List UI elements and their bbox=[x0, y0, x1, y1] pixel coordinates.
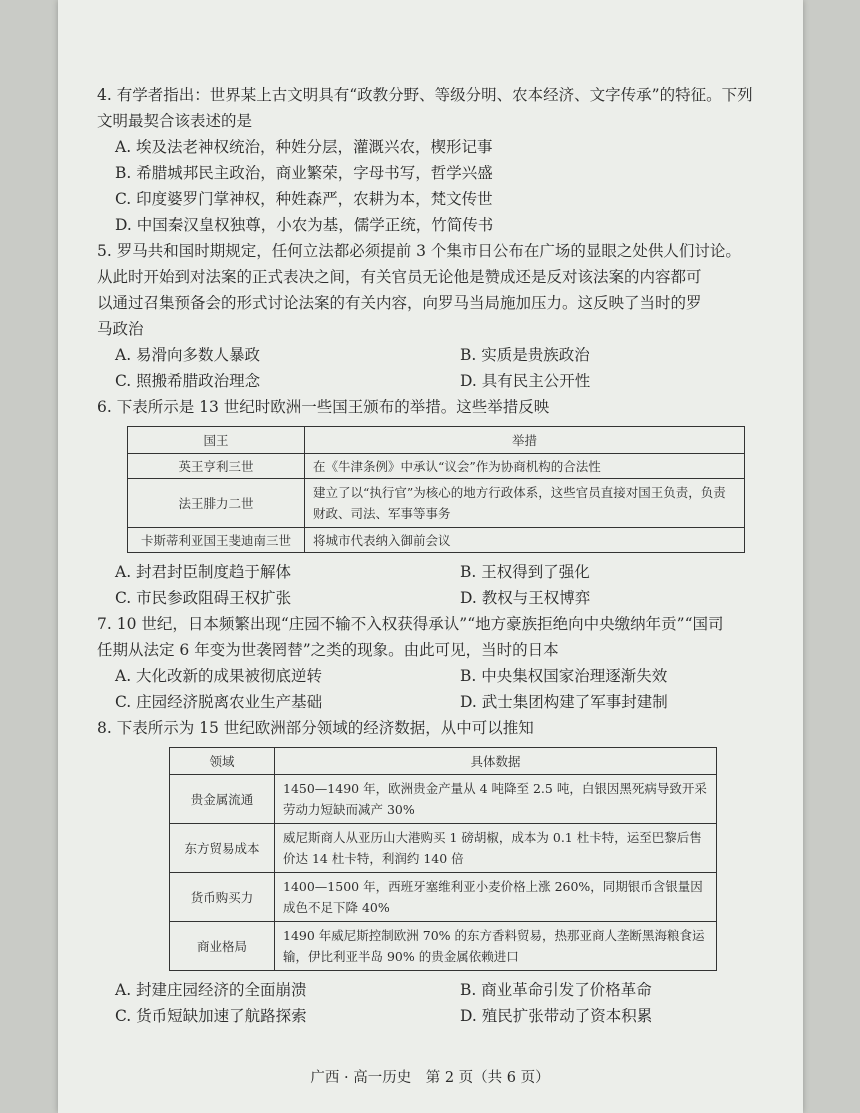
option-c: C. 货币短缺加速了航路探索 bbox=[115, 1007, 307, 1025]
table-header-row bbox=[170, 748, 717, 775]
option-b: B. 商业革命引发了价格革命 bbox=[460, 981, 652, 999]
exam-content bbox=[97, 82, 777, 1029]
table-row bbox=[170, 922, 717, 971]
options-row bbox=[97, 559, 777, 585]
table-cell-measure: 在《牛津条例》中承认“议会”作为协商机构的合法性 bbox=[305, 454, 745, 479]
option-b: B. 中央集权国家治理逐渐失效 bbox=[460, 667, 668, 685]
question-stem-line: 任期从法定 6 年变为世袭罔替”之类的现象。由此可见，当时的日本 bbox=[97, 641, 559, 659]
question-stem-line: 4. 有学者指出：世界某上古文明具有“政教分野、等级分明、农本经济、文字传承”的特征。下列 bbox=[97, 86, 753, 104]
question-stem-line: 以通过召集预备会的形式讨论法案的有关内容，向罗马当局施加压力。这反映了当时的罗 bbox=[97, 294, 702, 312]
question-stem-line: 8. 下表所示为 15 世纪欧洲部分领域的经济数据，从中可以推知 bbox=[97, 719, 534, 737]
option-d: D. 中国秦汉皇权独尊，小农为基，儒学正统，竹简传书 bbox=[115, 216, 494, 234]
question-5 bbox=[97, 238, 777, 394]
option-a: A. 埃及法老神权统治，种姓分层，灌溉兴农，楔形记事 bbox=[115, 138, 493, 156]
question-stem-line: 7. 10 世纪，日本频繁出现“庄园不输不入权获得承认”“地方豪族拒绝向中央缴纳年贡”“国司 bbox=[97, 615, 724, 633]
table-cell-king: 法王腓力二世 bbox=[128, 479, 305, 528]
options-row bbox=[97, 585, 777, 611]
options-row bbox=[97, 663, 777, 689]
table-cell-measure: 将城市代表纳入御前会议 bbox=[305, 528, 745, 553]
table-cell-data: 1450—1490 年，欧洲贵金产量从 4 吨降至 2.5 吨，白银因黑死病导致开采劳动力短缺而减产 30% bbox=[275, 775, 717, 824]
option-b: B. 王权得到了强化 bbox=[460, 563, 590, 581]
options-row bbox=[97, 342, 777, 368]
option-c: C. 照搬希腊政治理念 bbox=[115, 372, 261, 390]
question-stem-line: 5. 罗马共和国时期规定，任何立法都必须提前 3 个集市日公布在广场的显眼之处供人们讨论。 bbox=[97, 242, 741, 260]
kings-measures-table bbox=[127, 426, 745, 553]
table-cell-data: 威尼斯商人从亚历山大港购买 1 磅胡椒，成本为 0.1 杜卡特，运至巴黎后售价达 14 杜卡特，利润约 140 倍 bbox=[275, 824, 717, 873]
question-6 bbox=[97, 394, 777, 611]
table-row bbox=[128, 479, 745, 528]
table-row bbox=[170, 873, 717, 922]
table-cell-field: 东方贸易成本 bbox=[170, 824, 275, 873]
option-c: C. 庄园经济脱离农业生产基础 bbox=[115, 693, 323, 711]
option-c: C. 印度婆罗门掌神权，种姓森严，农耕为本，梵文传世 bbox=[115, 190, 493, 208]
table-header-cell: 举措 bbox=[305, 427, 745, 454]
options-row bbox=[97, 368, 777, 394]
table-cell-field: 货币购买力 bbox=[170, 873, 275, 922]
options-row bbox=[97, 689, 777, 715]
option-b: B. 希腊城邦民主政治，商业繁荣，字母书写，哲学兴盛 bbox=[115, 164, 493, 182]
table-header-row bbox=[128, 427, 745, 454]
table-header-cell: 国王 bbox=[128, 427, 305, 454]
options-row bbox=[97, 977, 777, 1003]
option-a: A. 封建庄园经济的全面崩溃 bbox=[115, 981, 307, 999]
question-stem-line: 从此时开始到对法案的正式表决之间，有关官员无论他是赞成还是反对该法案的内容都可 bbox=[97, 268, 702, 286]
table-header-cell: 具体数据 bbox=[275, 748, 717, 775]
question-stem-line: 马政治 bbox=[97, 320, 144, 338]
option-a: A. 大化改新的成果被彻底逆转 bbox=[115, 667, 323, 685]
question-stem-line: 文明最契合该表述的是 bbox=[97, 112, 253, 130]
table-row bbox=[128, 454, 745, 479]
table-row bbox=[170, 824, 717, 873]
question-4 bbox=[97, 82, 777, 238]
table-header-cell: 领域 bbox=[170, 748, 275, 775]
economic-data-table bbox=[169, 747, 717, 971]
table-cell-data: 1400—1500 年，西班牙塞维利亚小麦价格上涨 260%，同期银币含银量因成色不足下降 40% bbox=[275, 873, 717, 922]
table-cell-field: 商业格局 bbox=[170, 922, 275, 971]
page-footer: 广西 · 高一历史 第 2 页（共 6 页） bbox=[310, 1070, 550, 1086]
option-a: A. 易滑向多数人暴政 bbox=[115, 346, 261, 364]
option-c: C. 市民参政阻碍王权扩张 bbox=[115, 589, 292, 607]
option-d: D. 具有民主公开性 bbox=[460, 372, 591, 390]
table-cell-data: 1490 年威尼斯控制欧洲 70% 的东方香料贸易，热那亚商人垄断黑海粮食运输，伊比利亚半岛 90% 的贵金属依赖进口 bbox=[275, 922, 717, 971]
table-cell-field: 贵金属流通 bbox=[170, 775, 275, 824]
question-7 bbox=[97, 611, 777, 715]
option-b: B. 实质是贵族政治 bbox=[460, 346, 590, 364]
options-row bbox=[97, 1003, 777, 1029]
question-8 bbox=[97, 715, 777, 1029]
option-d: D. 武士集团构建了军事封建制 bbox=[460, 693, 668, 711]
table-cell-measure: 建立了以“执行官”为核心的地方行政体系，这些官员直接对国王负责，负责财政、司法、军事等事务 bbox=[305, 479, 745, 528]
table-row bbox=[170, 775, 717, 824]
option-d: D. 殖民扩张带动了资本积累 bbox=[460, 1007, 653, 1025]
option-d: D. 教权与王权博弈 bbox=[460, 589, 591, 607]
table-row bbox=[128, 528, 745, 553]
table-cell-king: 英王亨利三世 bbox=[128, 454, 305, 479]
table-cell-king: 卡斯蒂利亚国王斐迪南三世 bbox=[128, 528, 305, 553]
option-a: A. 封君封臣制度趋于解体 bbox=[115, 563, 292, 581]
question-stem-line: 6. 下表所示是 13 世纪时欧洲一些国王颁布的举措。这些举措反映 bbox=[97, 398, 550, 416]
